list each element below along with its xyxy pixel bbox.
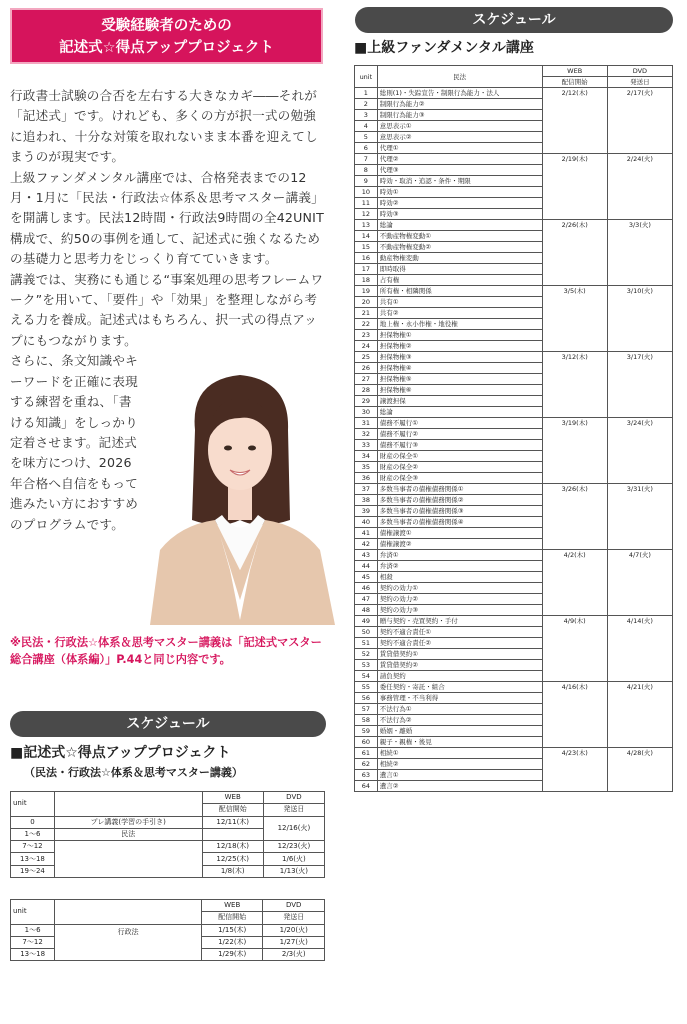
web-date-cell: 4/9(木) [542, 616, 607, 682]
subject-cell: 占有権 [377, 275, 542, 286]
unit-cell: 10 [355, 187, 378, 198]
banner-line2: 記述式☆得点アッププロジェクト [59, 40, 274, 56]
unit-cell: 5 [355, 132, 378, 143]
subject-cell: 賃貸借契約① [377, 649, 542, 660]
unit-cell: 40 [355, 517, 378, 528]
unit-cell: 54 [355, 671, 378, 682]
table-row [355, 418, 673, 429]
unit-cell: 47 [355, 594, 378, 605]
subject-cell: 担保物権⑤ [377, 374, 542, 385]
intro-paragraph-1: 行政書士試験の合否を左右する大きなカギ――それが「記述式」です。けれども、多くの方が択一式の勉強に追われ、十分な対策を取れないまま本番を迎えてしまうのが現実です。 [10, 88, 318, 165]
instructor-photo [140, 370, 340, 625]
unit-cell: 35 [355, 462, 378, 473]
subject-cell: 契約の効力② [377, 594, 542, 605]
subject-cell: 多数当事者の債権債務関係① [377, 484, 542, 495]
subject-cell: 債務不履行① [377, 418, 542, 429]
subject-cell: 親子・親権・後見 [377, 737, 542, 748]
unit-cell: 55 [355, 682, 378, 693]
table-row [355, 286, 673, 297]
subject-cell: 契約の効力① [377, 583, 542, 594]
dvd-date-cell: 3/3(火) [607, 220, 672, 286]
table-row [355, 616, 673, 627]
dvd-date-cell: 4/7(火) [607, 550, 672, 616]
subject-cell: 財産の保全① [377, 451, 542, 462]
footnote: ※民法・行政法☆体系＆思考マスター講義は「記述式マスター総合講座（体系編）」P.44と同じ内容です。 [10, 636, 322, 666]
unit-cell: 3 [355, 110, 378, 121]
unit-cell: 26 [355, 363, 378, 374]
unit-cell: 32 [355, 429, 378, 440]
course-schedule-table [354, 65, 673, 792]
unit-cell: 41 [355, 528, 378, 539]
table-row [355, 88, 673, 99]
dvd-date-cell: 3/10(火) [607, 286, 672, 352]
unit-cell: 37 [355, 484, 378, 495]
header-dvd: DVD [263, 792, 324, 804]
header-unit: unit [11, 792, 55, 817]
subject-cell: 相続② [377, 759, 542, 770]
unit-cell: 39 [355, 506, 378, 517]
subject-cell: 代理① [377, 143, 542, 154]
subject-cell: 共有① [377, 297, 542, 308]
subject-cell: 相殺 [377, 572, 542, 583]
subject-cell: 担保物権⑥ [377, 385, 542, 396]
header-dvd: DVD [607, 66, 672, 77]
subject-cell: 債務不履行② [377, 429, 542, 440]
subject-cell: 弁済① [377, 550, 542, 561]
subject-cell: 担保物権④ [377, 363, 542, 374]
header-banner [10, 8, 323, 64]
table-row [355, 748, 673, 759]
subject-cell: 財産の保全③ [377, 473, 542, 484]
subject-cell: 贈与契約・売買契約・手付 [377, 616, 542, 627]
schedule-heading-left: スケジュール [10, 711, 326, 737]
table-row: 19〜24 1/8(木) 1/13(火) [11, 865, 325, 877]
unit-cell: 30 [355, 407, 378, 418]
unit-cell: 64 [355, 781, 378, 792]
unit-cell: 38 [355, 495, 378, 506]
project-schedule-table-admin: unit WEB DVD 配信開始 発送日 1〜6 行政法 1/15(木) 1/20(火) 7〜12 1/22(木) 1/27(火) 13〜18 1/29(木) 2/3(火) [10, 899, 325, 961]
unit-cell: 8 [355, 165, 378, 176]
subject-cell: 契約不適合責任① [377, 627, 542, 638]
unit-cell: 29 [355, 396, 378, 407]
subject-cell: 不法行為② [377, 715, 542, 726]
header-web-start: 配信開始 [542, 77, 607, 88]
subject-cell: 契約の効力③ [377, 605, 542, 616]
unit-cell: 23 [355, 330, 378, 341]
unit-cell: 45 [355, 572, 378, 583]
web-date-cell: 2/19(木) [542, 154, 607, 220]
table-row: 13〜18 1/29(木) 2/3(火) [11, 949, 325, 961]
subject-cell: 意思表示② [377, 132, 542, 143]
dvd-date-cell: 2/17(火) [607, 88, 672, 154]
subject-cell: 賃貸借契約② [377, 660, 542, 671]
unit-cell: 43 [355, 550, 378, 561]
subject-cell: 債務不履行③ [377, 440, 542, 451]
subject-cell: 総論 [377, 407, 542, 418]
table-row [355, 220, 673, 231]
subject-cell: 所有権・相隣関係 [377, 286, 542, 297]
subject-cell: 遺言② [377, 781, 542, 792]
web-date-cell: 2/26(木) [542, 220, 607, 286]
header-dvd-ship: 発送日 [263, 804, 324, 816]
web-date-cell: 4/16(木) [542, 682, 607, 748]
subject-cell: 委任契約・寄託・組合 [377, 682, 542, 693]
unit-cell: 33 [355, 440, 378, 451]
subject-cell: 制限行為能力② [377, 99, 542, 110]
unit-cell: 4 [355, 121, 378, 132]
subject-cell: 時効③ [377, 209, 542, 220]
subject-cell: 共有② [377, 308, 542, 319]
subject-cell: 事務管理・不当利得 [377, 693, 542, 704]
table-row: 1〜6 行政法 1/15(木) 1/20(火) [11, 924, 325, 936]
table-row: 1〜6 民法 [11, 828, 325, 840]
unit-cell: 36 [355, 473, 378, 484]
subject-cell: 財産の保全② [377, 462, 542, 473]
unit-cell: 57 [355, 704, 378, 715]
table-row: 0 プレ講義(学習の手引き) 12/11(木) 12/16(火) [11, 816, 325, 828]
unit-cell: 46 [355, 583, 378, 594]
subject-cell: 多数当事者の債権債務関係④ [377, 517, 542, 528]
unit-cell: 16 [355, 253, 378, 264]
subject-cell: 債権譲渡② [377, 539, 542, 550]
course-title: ■上級ファンダメンタル講座 [354, 40, 534, 56]
dvd-date-cell: 2/24(火) [607, 154, 672, 220]
subject-cell: 担保物権③ [377, 352, 542, 363]
unit-cell: 52 [355, 649, 378, 660]
subject-cell: 弁済② [377, 561, 542, 572]
unit-cell: 48 [355, 605, 378, 616]
unit-cell: 22 [355, 319, 378, 330]
unit-cell: 58 [355, 715, 378, 726]
dvd-date-cell: 4/21(火) [607, 682, 672, 748]
header-subject [54, 792, 202, 817]
header-dvd-ship: 発送日 [607, 77, 672, 88]
subject-cell: 請負契約 [377, 671, 542, 682]
web-date-cell: 3/19(木) [542, 418, 607, 484]
table-row: 7〜12 12/18(木) 12/23(火) [11, 841, 325, 853]
header-web-start: 配信開始 [202, 804, 263, 816]
unit-cell: 19 [355, 286, 378, 297]
unit-cell: 62 [355, 759, 378, 770]
subject-cell: 時効・取消・追認・条件・期限 [377, 176, 542, 187]
unit-cell: 7 [355, 154, 378, 165]
intro-paragraph-3: 講義では、実務にも通じる“事案処理の思考フレームワーク”を用いて、「要件」や「効果」を整理しながら考える力を養成。記述式はもちろん、択一式の得点アップにもつながります。 [10, 271, 324, 348]
subject-cell: 動産物権変動 [377, 253, 542, 264]
subject-cell: 総論 [377, 220, 542, 231]
unit-cell: 56 [355, 693, 378, 704]
dvd-date-cell: 3/31(火) [607, 484, 672, 550]
subject-cell: 担保物権① [377, 330, 542, 341]
unit-cell: 63 [355, 770, 378, 781]
subject-cell: 契約不適合責任② [377, 638, 542, 649]
unit-cell: 60 [355, 737, 378, 748]
subject-cell: 多数当事者の債権債務関係③ [377, 506, 542, 517]
unit-cell: 24 [355, 341, 378, 352]
table-row: 13〜18 12/25(木) 1/6(火) [11, 853, 325, 865]
subject-cell: 不法行為① [377, 704, 542, 715]
project-subtitle: （民法・行政法☆体系＆思考マスター講義） [24, 766, 243, 779]
dvd-date-cell: 3/24(火) [607, 418, 672, 484]
unit-cell: 27 [355, 374, 378, 385]
unit-cell: 15 [355, 242, 378, 253]
table-row [355, 352, 673, 363]
table-row [355, 682, 673, 693]
dvd-date-cell: 4/14(火) [607, 616, 672, 682]
subject-cell: 譲渡担保 [377, 396, 542, 407]
unit-cell: 13 [355, 220, 378, 231]
unit-cell: 11 [355, 198, 378, 209]
unit-cell: 1 [355, 88, 378, 99]
banner-line1: 受験経験者のための [101, 18, 232, 34]
unit-cell: 31 [355, 418, 378, 429]
subject-cell: 不動産物権変動① [377, 231, 542, 242]
table-row [355, 154, 673, 165]
web-date-cell: 3/26(木) [542, 484, 607, 550]
table-row [355, 550, 673, 561]
subject-cell: 総則(1)・失踪宣告・制限行為能力・法人 [377, 88, 542, 99]
unit-cell: 25 [355, 352, 378, 363]
schedule-heading-right: スケジュール [355, 7, 673, 33]
unit-cell: 9 [355, 176, 378, 187]
subject-cell: 制限行為能力③ [377, 110, 542, 121]
unit-cell: 49 [355, 616, 378, 627]
header-web: WEB [542, 66, 607, 77]
project-title: ■記述式☆得点アッププロジェクト [10, 745, 231, 761]
unit-cell: 21 [355, 308, 378, 319]
unit-cell: 61 [355, 748, 378, 759]
unit-cell: 59 [355, 726, 378, 737]
unit-cell: 28 [355, 385, 378, 396]
unit-cell: 42 [355, 539, 378, 550]
project-schedule-table-civil [10, 791, 325, 878]
unit-cell: 51 [355, 638, 378, 649]
unit-cell: 34 [355, 451, 378, 462]
subject-cell: 担保物権② [377, 341, 542, 352]
subject-cell: 代理③ [377, 165, 542, 176]
unit-cell: 14 [355, 231, 378, 242]
web-date-cell: 2/12(木) [542, 88, 607, 154]
unit-cell: 44 [355, 561, 378, 572]
subject-cell: 代理② [377, 154, 542, 165]
subject-cell: 意思表示① [377, 121, 542, 132]
unit-cell: 50 [355, 627, 378, 638]
web-date-cell: 3/5(木) [542, 286, 607, 352]
subject-cell: 債権譲渡① [377, 528, 542, 539]
subject-cell: 時効② [377, 198, 542, 209]
header-subject: 民法 [377, 66, 542, 88]
dvd-date-cell: 4/28(火) [607, 748, 672, 792]
web-date-cell: 4/2(木) [542, 550, 607, 616]
subject-cell: 時効① [377, 187, 542, 198]
subject-cell: 即時取得 [377, 264, 542, 275]
unit-cell: 17 [355, 264, 378, 275]
table-row: 7〜12 1/22(木) 1/27(火) [11, 936, 325, 948]
intro-paragraph-4: さらに、条文知識やキーワードを正確に表現する練習を重ね、「書ける知識」をしっかり定着させます。記述式を味方につけ、2026年合格へ自信をもって進みたい方におすすめのプログラムです。 [10, 353, 139, 532]
dvd-date-cell: 3/17(火) [607, 352, 672, 418]
unit-cell: 18 [355, 275, 378, 286]
unit-cell: 6 [355, 143, 378, 154]
unit-cell: 12 [355, 209, 378, 220]
subject-cell: 遺言① [377, 770, 542, 781]
subject-cell: 不動産物権変動② [377, 242, 542, 253]
intro-paragraph-2: 上級ファンダメンタル講座では、合格発表までの12月・1月に「民法・行政法☆体系＆思考マスター講義」を開講します。民法12時間・行政法9時間の全42UNIT構成で、約50の事例を通して、記述式に強くなるための基礎力と思考力をじっくり育てていきます。 [10, 169, 324, 267]
unit-cell: 20 [355, 297, 378, 308]
unit-cell: 2 [355, 99, 378, 110]
header-unit: unit [355, 66, 378, 88]
subject-cell: 多数当事者の債権債務関係② [377, 495, 542, 506]
web-date-cell: 4/23(木) [542, 748, 607, 792]
subject-cell: 婚姻・離婚 [377, 726, 542, 737]
unit-cell: 53 [355, 660, 378, 671]
web-date-cell: 3/12(木) [542, 352, 607, 418]
table-row [355, 484, 673, 495]
header-web: WEB [202, 792, 263, 804]
subject-cell: 相続① [377, 748, 542, 759]
subject-cell: 地上権・永小作権・地役権 [377, 319, 542, 330]
